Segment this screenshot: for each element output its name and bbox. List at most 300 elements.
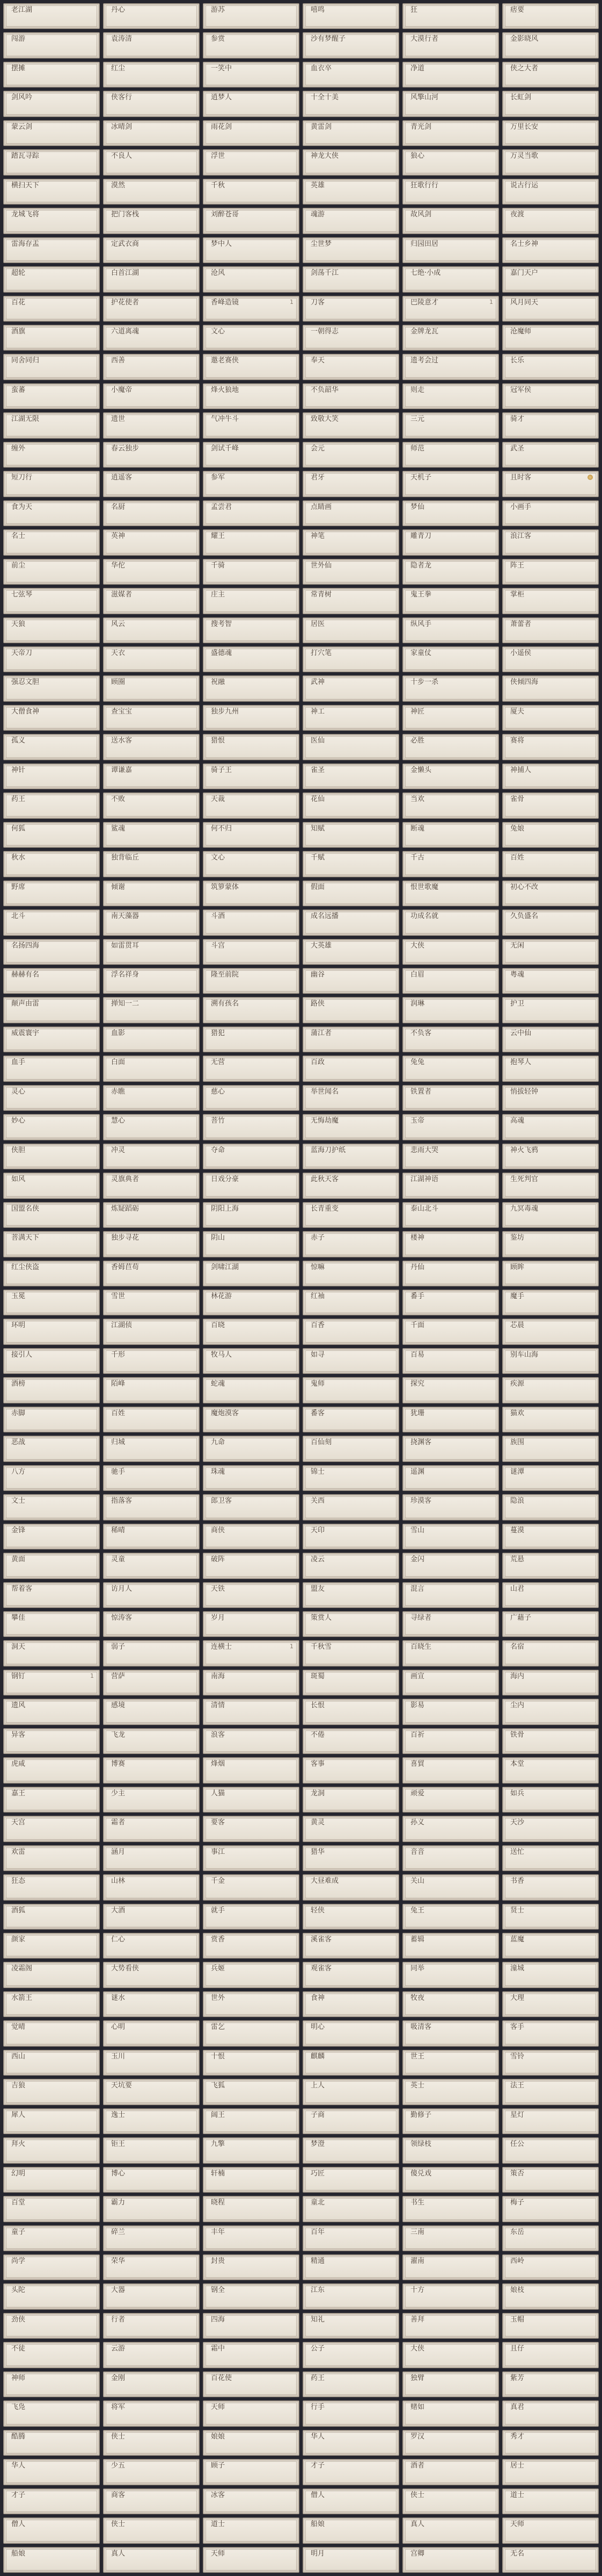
title-card[interactable] bbox=[502, 383, 599, 409]
title-card[interactable] bbox=[3, 588, 100, 614]
title-card[interactable] bbox=[402, 1787, 499, 1813]
title-card[interactable] bbox=[502, 2430, 599, 2456]
title-card[interactable] bbox=[103, 1377, 200, 1403]
title-card[interactable] bbox=[402, 1231, 499, 1257]
title-card[interactable] bbox=[502, 939, 599, 965]
title-card[interactable] bbox=[3, 2547, 100, 2573]
title-card[interactable] bbox=[203, 646, 299, 672]
title-card[interactable] bbox=[3, 3, 100, 29]
title-card[interactable] bbox=[502, 2547, 599, 2573]
title-card[interactable] bbox=[3, 1524, 100, 1549]
title-card[interactable] bbox=[303, 2020, 399, 2046]
title-card[interactable] bbox=[3, 1377, 100, 1403]
title-card[interactable] bbox=[502, 2079, 599, 2105]
title-card[interactable] bbox=[3, 1611, 100, 1637]
title-card[interactable] bbox=[502, 2254, 599, 2280]
title-card[interactable] bbox=[103, 588, 200, 614]
title-card[interactable] bbox=[303, 296, 399, 322]
title-card[interactable] bbox=[103, 2167, 200, 2193]
title-card[interactable] bbox=[3, 529, 100, 555]
title-card[interactable] bbox=[303, 588, 399, 614]
title-card[interactable] bbox=[203, 2371, 299, 2397]
title-card[interactable] bbox=[402, 2079, 499, 2105]
title-card[interactable] bbox=[203, 237, 299, 263]
title-card[interactable] bbox=[203, 208, 299, 234]
title-card[interactable] bbox=[3, 1845, 100, 1871]
title-card[interactable] bbox=[303, 208, 399, 234]
title-card[interactable] bbox=[502, 2517, 599, 2543]
title-card[interactable] bbox=[402, 1465, 499, 1491]
title-card[interactable] bbox=[203, 1348, 299, 1374]
title-card[interactable] bbox=[3, 1553, 100, 1578]
title-card[interactable] bbox=[502, 3, 599, 29]
title-card[interactable] bbox=[502, 1874, 599, 1900]
title-card[interactable] bbox=[103, 2137, 200, 2163]
title-card[interactable] bbox=[402, 1114, 499, 1140]
title-card[interactable] bbox=[303, 1670, 399, 1695]
title-card[interactable] bbox=[502, 2371, 599, 2397]
title-card[interactable] bbox=[502, 646, 599, 672]
title-card[interactable] bbox=[303, 734, 399, 760]
title-card[interactable] bbox=[502, 1290, 599, 1315]
title-card[interactable] bbox=[103, 2371, 200, 2397]
title-card[interactable] bbox=[203, 2342, 299, 2368]
title-card[interactable] bbox=[103, 1173, 200, 1198]
title-card[interactable] bbox=[203, 2313, 299, 2339]
title-card[interactable] bbox=[502, 997, 599, 1023]
title-card[interactable] bbox=[502, 1027, 599, 1052]
title-card[interactable] bbox=[3, 325, 100, 351]
title-card[interactable] bbox=[502, 1524, 599, 1549]
title-card[interactable] bbox=[502, 1202, 599, 1228]
title-card[interactable] bbox=[402, 1874, 499, 1900]
title-card[interactable] bbox=[502, 1582, 599, 1608]
title-card[interactable] bbox=[3, 1290, 100, 1315]
title-card[interactable] bbox=[402, 266, 499, 292]
title-card[interactable] bbox=[203, 1582, 299, 1608]
title-card[interactable] bbox=[303, 91, 399, 117]
title-card[interactable] bbox=[103, 1582, 200, 1608]
title-card[interactable] bbox=[303, 1465, 399, 1491]
title-card[interactable] bbox=[402, 2342, 499, 2368]
title-card[interactable] bbox=[303, 705, 399, 731]
title-card[interactable] bbox=[103, 500, 200, 526]
title-card[interactable] bbox=[402, 1845, 499, 1871]
title-card[interactable] bbox=[203, 1874, 299, 1900]
title-card[interactable] bbox=[502, 2400, 599, 2426]
title-card[interactable] bbox=[402, 2400, 499, 2426]
title-card[interactable] bbox=[3, 354, 100, 380]
title-card[interactable] bbox=[402, 559, 499, 585]
title-card[interactable] bbox=[303, 909, 399, 935]
title-card[interactable] bbox=[103, 2254, 200, 2280]
title-card[interactable] bbox=[502, 1407, 599, 1432]
title-card[interactable] bbox=[402, 675, 499, 701]
title-card[interactable] bbox=[203, 1787, 299, 1813]
title-card[interactable] bbox=[402, 2430, 499, 2456]
title-card[interactable] bbox=[103, 1465, 200, 1491]
title-card[interactable] bbox=[502, 1231, 599, 1257]
title-card[interactable] bbox=[502, 1699, 599, 1724]
title-card[interactable] bbox=[502, 2020, 599, 2046]
title-card[interactable] bbox=[3, 2079, 100, 2105]
title-card[interactable] bbox=[402, 1670, 499, 1695]
title-card[interactable] bbox=[303, 1962, 399, 1988]
title-card[interactable] bbox=[402, 149, 499, 175]
title-card[interactable] bbox=[402, 62, 499, 88]
title-card[interactable] bbox=[303, 1114, 399, 1140]
title-card[interactable] bbox=[303, 354, 399, 380]
title-card[interactable] bbox=[3, 2137, 100, 2163]
title-card[interactable] bbox=[203, 471, 299, 497]
title-card[interactable] bbox=[203, 3, 299, 29]
title-card[interactable] bbox=[203, 2547, 299, 2573]
title-card[interactable] bbox=[103, 2196, 200, 2222]
title-card[interactable] bbox=[303, 1173, 399, 1198]
title-card[interactable] bbox=[203, 1173, 299, 1198]
title-card[interactable] bbox=[3, 2167, 100, 2193]
title-card[interactable] bbox=[303, 2196, 399, 2222]
title-card[interactable] bbox=[3, 1436, 100, 1461]
title-card[interactable] bbox=[303, 2313, 399, 2339]
title-card[interactable] bbox=[203, 1904, 299, 1930]
title-card[interactable] bbox=[303, 1261, 399, 1286]
title-card[interactable] bbox=[402, 1640, 499, 1666]
title-card[interactable] bbox=[103, 968, 200, 994]
title-card[interactable] bbox=[402, 2547, 499, 2573]
title-card[interactable] bbox=[3, 1056, 100, 1081]
title-card[interactable] bbox=[103, 1436, 200, 1461]
title-card[interactable] bbox=[303, 792, 399, 818]
title-card[interactable] bbox=[402, 968, 499, 994]
title-card[interactable] bbox=[3, 2196, 100, 2222]
title-card[interactable] bbox=[502, 2283, 599, 2309]
title-card[interactable] bbox=[3, 2020, 100, 2046]
title-card[interactable] bbox=[502, 968, 599, 994]
title-card[interactable] bbox=[203, 1407, 299, 1432]
title-card[interactable] bbox=[402, 997, 499, 1023]
title-card[interactable] bbox=[502, 237, 599, 263]
title-card[interactable] bbox=[303, 1757, 399, 1783]
title-card[interactable] bbox=[103, 1991, 200, 2017]
title-card[interactable] bbox=[303, 529, 399, 555]
title-card[interactable] bbox=[303, 939, 399, 965]
title-card[interactable] bbox=[103, 2050, 200, 2076]
title-card[interactable] bbox=[203, 822, 299, 848]
title-card[interactable] bbox=[203, 2400, 299, 2426]
title-card[interactable] bbox=[402, 1582, 499, 1608]
title-card[interactable] bbox=[103, 1611, 200, 1637]
title-card[interactable] bbox=[502, 1904, 599, 1930]
title-card[interactable] bbox=[203, 1465, 299, 1491]
title-card[interactable] bbox=[303, 1874, 399, 1900]
title-card[interactable] bbox=[303, 617, 399, 643]
title-card[interactable] bbox=[203, 968, 299, 994]
title-card[interactable] bbox=[3, 2108, 100, 2134]
title-card[interactable] bbox=[402, 354, 499, 380]
title-card[interactable] bbox=[203, 179, 299, 205]
title-card[interactable] bbox=[502, 325, 599, 351]
title-card[interactable] bbox=[502, 705, 599, 731]
title-card[interactable] bbox=[402, 2137, 499, 2163]
title-card[interactable] bbox=[502, 296, 599, 322]
title-card[interactable] bbox=[402, 2167, 499, 2193]
title-card[interactable] bbox=[203, 2517, 299, 2543]
title-card[interactable] bbox=[103, 1494, 200, 1520]
title-card[interactable] bbox=[303, 1728, 399, 1754]
title-card[interactable] bbox=[502, 881, 599, 906]
title-card[interactable] bbox=[203, 62, 299, 88]
title-card[interactable] bbox=[3, 822, 100, 848]
title-card[interactable] bbox=[303, 1231, 399, 1257]
title-card[interactable] bbox=[103, 62, 200, 88]
title-card[interactable] bbox=[103, 939, 200, 965]
title-card[interactable] bbox=[502, 1465, 599, 1491]
title-card[interactable] bbox=[203, 851, 299, 877]
title-card[interactable] bbox=[203, 2020, 299, 2046]
title-card[interactable] bbox=[402, 1816, 499, 1842]
title-card[interactable] bbox=[502, 763, 599, 789]
title-card[interactable] bbox=[203, 354, 299, 380]
title-card[interactable] bbox=[402, 2196, 499, 2222]
title-card[interactable] bbox=[103, 1933, 200, 1959]
title-card[interactable] bbox=[303, 1056, 399, 1081]
title-card[interactable] bbox=[3, 792, 100, 818]
title-card[interactable] bbox=[203, 2225, 299, 2251]
title-card[interactable] bbox=[203, 1757, 299, 1783]
title-card[interactable] bbox=[303, 675, 399, 701]
title-card[interactable] bbox=[402, 2050, 499, 2076]
title-card[interactable] bbox=[3, 705, 100, 731]
title-card[interactable] bbox=[303, 646, 399, 672]
title-card[interactable] bbox=[103, 1114, 200, 1140]
title-card[interactable] bbox=[3, 2488, 100, 2514]
title-card[interactable] bbox=[303, 1933, 399, 1959]
title-card[interactable] bbox=[303, 881, 399, 906]
title-card[interactable] bbox=[402, 2313, 499, 2339]
title-card[interactable] bbox=[103, 1027, 200, 1052]
title-card[interactable] bbox=[203, 296, 299, 322]
title-card[interactable] bbox=[502, 1845, 599, 1871]
title-card[interactable] bbox=[103, 2430, 200, 2456]
title-card[interactable] bbox=[303, 2430, 399, 2456]
title-card[interactable] bbox=[203, 881, 299, 906]
title-card[interactable] bbox=[203, 2459, 299, 2485]
title-card[interactable] bbox=[402, 2020, 499, 2046]
title-card[interactable] bbox=[402, 2517, 499, 2543]
title-card[interactable] bbox=[303, 383, 399, 409]
title-card[interactable] bbox=[203, 1728, 299, 1754]
title-card[interactable] bbox=[402, 500, 499, 526]
title-card[interactable] bbox=[3, 675, 100, 701]
title-card[interactable] bbox=[3, 1407, 100, 1432]
title-card[interactable] bbox=[103, 3, 200, 29]
title-card[interactable] bbox=[502, 1553, 599, 1578]
title-card[interactable] bbox=[303, 412, 399, 438]
title-card[interactable] bbox=[103, 2488, 200, 2514]
title-card[interactable] bbox=[402, 2459, 499, 2485]
title-card[interactable] bbox=[402, 383, 499, 409]
title-card[interactable] bbox=[3, 909, 100, 935]
title-card[interactable] bbox=[402, 792, 499, 818]
title-card[interactable] bbox=[303, 2547, 399, 2573]
title-card[interactable] bbox=[3, 851, 100, 877]
title-card[interactable] bbox=[103, 2517, 200, 2543]
title-card[interactable] bbox=[103, 1640, 200, 1666]
title-card[interactable] bbox=[3, 91, 100, 117]
title-card[interactable] bbox=[103, 1085, 200, 1111]
title-card[interactable] bbox=[402, 208, 499, 234]
title-card[interactable] bbox=[502, 2225, 599, 2251]
title-card[interactable] bbox=[103, 1261, 200, 1286]
title-card[interactable] bbox=[203, 1845, 299, 1871]
title-card[interactable] bbox=[103, 763, 200, 789]
title-card[interactable] bbox=[402, 325, 499, 351]
title-card[interactable] bbox=[203, 2196, 299, 2222]
title-card[interactable] bbox=[402, 822, 499, 848]
title-card[interactable] bbox=[103, 266, 200, 292]
title-card[interactable] bbox=[103, 149, 200, 175]
title-card[interactable] bbox=[502, 1816, 599, 1842]
title-card[interactable] bbox=[203, 675, 299, 701]
title-card[interactable] bbox=[103, 2079, 200, 2105]
title-card[interactable] bbox=[103, 646, 200, 672]
title-card[interactable] bbox=[3, 2283, 100, 2309]
title-card[interactable] bbox=[402, 881, 499, 906]
title-card[interactable] bbox=[402, 909, 499, 935]
title-card[interactable] bbox=[303, 2137, 399, 2163]
title-card[interactable] bbox=[502, 734, 599, 760]
title-card[interactable] bbox=[502, 120, 599, 146]
title-card[interactable] bbox=[303, 2108, 399, 2134]
title-card[interactable] bbox=[402, 1553, 499, 1578]
title-card[interactable] bbox=[3, 266, 100, 292]
title-card[interactable] bbox=[402, 1407, 499, 1432]
title-card[interactable] bbox=[103, 1553, 200, 1578]
title-card[interactable] bbox=[3, 1027, 100, 1052]
title-card[interactable] bbox=[502, 792, 599, 818]
title-card[interactable] bbox=[3, 1933, 100, 1959]
title-card[interactable] bbox=[103, 1524, 200, 1549]
title-card[interactable] bbox=[502, 1991, 599, 2017]
title-card[interactable] bbox=[103, 1290, 200, 1315]
title-card[interactable] bbox=[203, 2050, 299, 2076]
title-card[interactable] bbox=[502, 559, 599, 585]
title-card[interactable] bbox=[502, 1319, 599, 1344]
title-card[interactable] bbox=[502, 529, 599, 555]
title-card[interactable] bbox=[3, 149, 100, 175]
title-card[interactable] bbox=[502, 208, 599, 234]
title-card[interactable] bbox=[3, 383, 100, 409]
title-card[interactable] bbox=[103, 2547, 200, 2573]
title-card[interactable] bbox=[3, 881, 100, 906]
title-card[interactable] bbox=[3, 32, 100, 58]
title-card[interactable] bbox=[203, 1611, 299, 1637]
title-card[interactable] bbox=[303, 442, 399, 468]
title-card[interactable] bbox=[402, 1144, 499, 1169]
title-card[interactable] bbox=[3, 646, 100, 672]
title-card[interactable] bbox=[502, 1933, 599, 1959]
title-card[interactable] bbox=[402, 1962, 499, 1988]
title-card[interactable] bbox=[103, 1845, 200, 1871]
title-card[interactable] bbox=[303, 2400, 399, 2426]
title-card[interactable] bbox=[103, 792, 200, 818]
title-card[interactable] bbox=[402, 1991, 499, 2017]
title-card[interactable] bbox=[203, 120, 299, 146]
title-card[interactable] bbox=[203, 617, 299, 643]
title-card[interactable] bbox=[3, 237, 100, 263]
title-card[interactable] bbox=[203, 325, 299, 351]
title-card[interactable] bbox=[203, 1144, 299, 1169]
title-card[interactable] bbox=[203, 91, 299, 117]
title-card[interactable] bbox=[3, 1787, 100, 1813]
title-card[interactable] bbox=[203, 1056, 299, 1081]
title-card[interactable] bbox=[103, 2342, 200, 2368]
title-card[interactable] bbox=[502, 442, 599, 468]
title-card[interactable] bbox=[3, 2050, 100, 2076]
title-card[interactable] bbox=[502, 1611, 599, 1637]
title-card[interactable] bbox=[203, 1816, 299, 1842]
title-card[interactable] bbox=[103, 1728, 200, 1754]
title-card[interactable] bbox=[3, 2371, 100, 2397]
title-card[interactable] bbox=[3, 1757, 100, 1783]
title-card[interactable] bbox=[103, 881, 200, 906]
title-card[interactable] bbox=[203, 1261, 299, 1286]
title-card[interactable] bbox=[3, 1465, 100, 1491]
title-card[interactable] bbox=[303, 2225, 399, 2251]
title-card[interactable] bbox=[103, 412, 200, 438]
title-card[interactable] bbox=[103, 2108, 200, 2134]
title-card[interactable] bbox=[402, 1202, 499, 1228]
title-card[interactable] bbox=[303, 1290, 399, 1315]
title-card[interactable] bbox=[103, 822, 200, 848]
title-card[interactable] bbox=[3, 2313, 100, 2339]
title-card[interactable] bbox=[502, 2342, 599, 2368]
title-card[interactable] bbox=[103, 2283, 200, 2309]
title-card[interactable] bbox=[3, 968, 100, 994]
title-card[interactable] bbox=[402, 529, 499, 555]
title-card[interactable] bbox=[203, 1933, 299, 1959]
title-card[interactable] bbox=[103, 2020, 200, 2046]
title-card[interactable] bbox=[303, 62, 399, 88]
title-card[interactable] bbox=[3, 442, 100, 468]
title-card[interactable] bbox=[3, 1699, 100, 1724]
title-card[interactable] bbox=[303, 1027, 399, 1052]
title-card[interactable] bbox=[3, 1582, 100, 1608]
title-card[interactable] bbox=[502, 1757, 599, 1783]
title-card[interactable] bbox=[502, 1962, 599, 1988]
title-card[interactable] bbox=[502, 1261, 599, 1286]
title-card[interactable] bbox=[303, 2517, 399, 2543]
title-card[interactable] bbox=[203, 1494, 299, 1520]
title-card[interactable] bbox=[303, 2371, 399, 2397]
title-card[interactable] bbox=[103, 1787, 200, 1813]
title-card[interactable] bbox=[402, 763, 499, 789]
title-card[interactable] bbox=[203, 149, 299, 175]
title-card[interactable] bbox=[203, 939, 299, 965]
title-card[interactable] bbox=[3, 500, 100, 526]
title-card[interactable] bbox=[502, 179, 599, 205]
title-card[interactable] bbox=[103, 2400, 200, 2426]
title-card[interactable] bbox=[303, 2488, 399, 2514]
title-card[interactable] bbox=[3, 62, 100, 88]
title-card[interactable] bbox=[3, 1261, 100, 1286]
title-card[interactable] bbox=[502, 851, 599, 877]
title-card[interactable] bbox=[3, 412, 100, 438]
title-card[interactable] bbox=[103, 1407, 200, 1432]
title-card[interactable] bbox=[303, 325, 399, 351]
title-card[interactable] bbox=[502, 1640, 599, 1666]
